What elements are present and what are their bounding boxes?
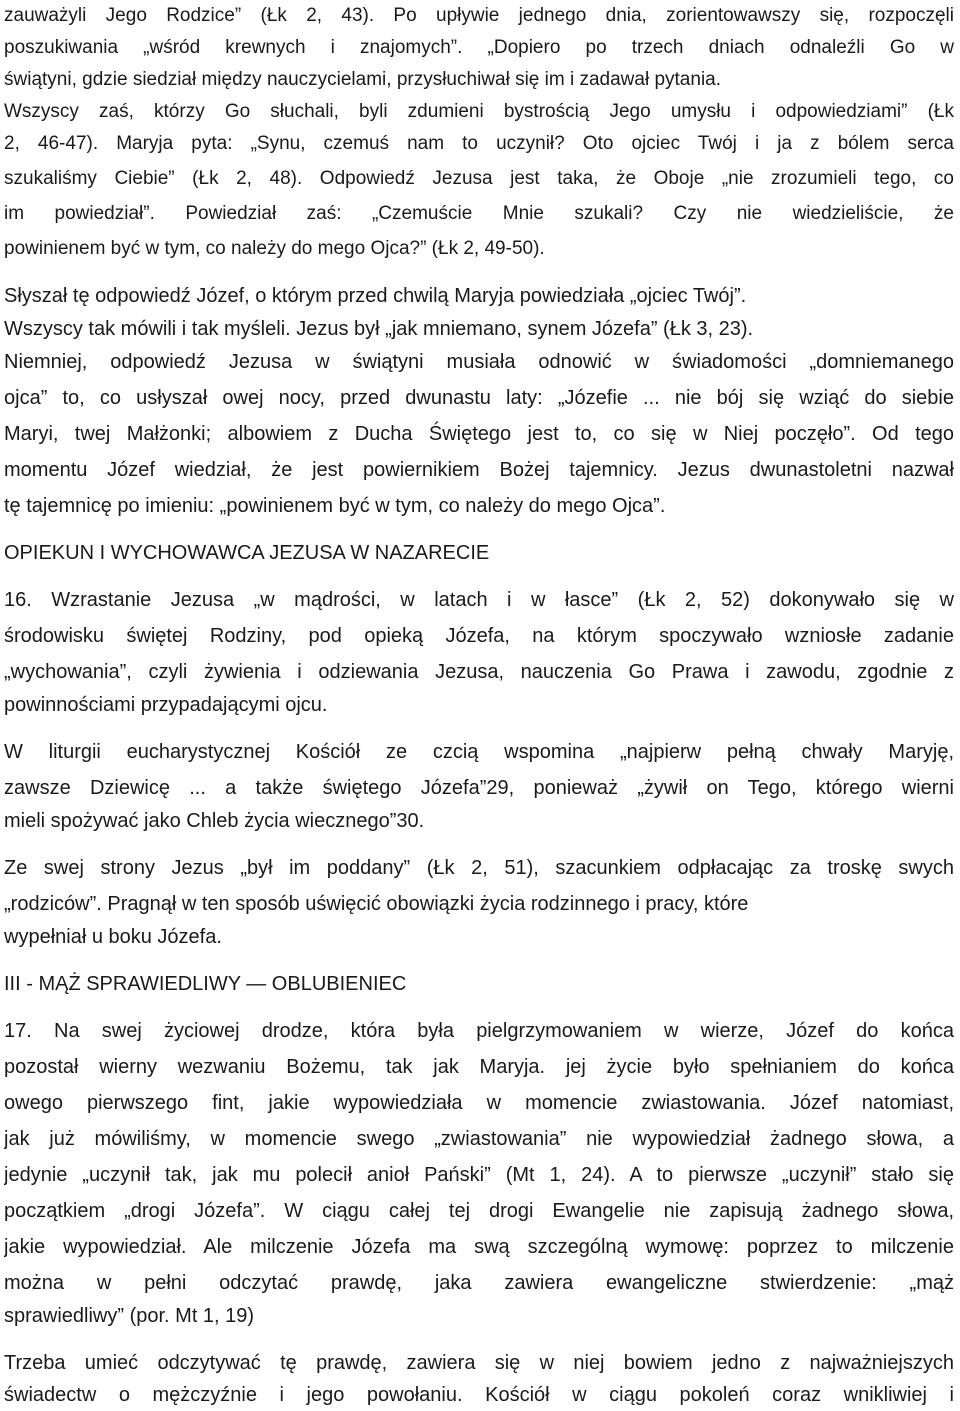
- text-line: pozostał wierny wezwaniu Bożemu, tak jak Maryja. jej życie było spełnianiem do końca: [4, 1056, 954, 1078]
- text-line: 16. Wzrastanie Jezusa „w mądrości, w latach i w łasce” (Łk 2, 52) dokonywało się w: [4, 589, 954, 611]
- text-line: środowisku świętej Rodziny, pod opieką Józefa, na którym spoczywało wzniosłe zadanie: [4, 625, 954, 647]
- text-line: W liturgii eucharystycznej Kościół ze czcią wspomina „najpierw pełną chwały Maryję,: [4, 741, 954, 763]
- text-line: jedynie „uczynił tak, jak mu polecił anioł Pański” (Mt 1, 24). A to pierwsze „uczynił” stało się: [4, 1164, 954, 1186]
- section-heading: OPIEKUN I WYCHOWAWCA JEZUSA W NAZARECIE: [4, 542, 490, 564]
- text-line: Niemniej, odpowiedź Jezusa w świątyni musiała odnowić w świadomości „domniemanego: [4, 351, 954, 373]
- text-line: wypełniał u boku Józefa.: [4, 926, 222, 948]
- text-line: tę tajemnicę po imieniu: „powinienem być w tym, co należy do mego Ojca”.: [4, 495, 666, 517]
- text-line: poszukiwania „wśród krewnych i znajomych”. „Dopiero po trzech dniach odnaleźli Go w: [4, 37, 954, 58]
- text-line: świątyni, gdzie siedział między nauczycielami, przysłuchiwał się im i zadawał pytania.: [4, 69, 722, 90]
- text-line: Wszyscy zaś, którzy Go słuchali, byli zdumieni bystrością Jego umysłu i odpowiedziami” (Łk: [4, 101, 954, 122]
- text-line: im powiedział”. Powiedział zaś: „Czemuście Mnie szukali? Czy nie wiedzieliście, że: [4, 203, 954, 224]
- text-line: Ze swej strony Jezus „był im poddany” (Łk 2, 51), szacunkiem odpłacając za troskę swych: [4, 857, 954, 879]
- text-line: „rodziców”. Pragnął w ten sposób uświęcić obowiązki życia rodzinnego i pracy, które: [4, 893, 749, 915]
- text-line: Wszyscy tak mówili i tak myśleli. Jezus był „jak mniemano, synem Józefa” (Łk 3, 23).: [4, 318, 754, 340]
- text-line: owego pierwszego fint, jakie wypowiedziała w momencie zwiastowania. Józef natomiast,: [4, 1092, 954, 1114]
- section-heading: III - MĄŻ SPRAWIEDLIWY — OBLUBIENIEC: [4, 973, 407, 995]
- text-line: Trzeba umieć odczytywać tę prawdę, zawiera się w niej bowiem jedno z najważniejszych: [4, 1352, 954, 1374]
- text-line: mieli spożywać jako Chleb życia wiecznego”30.: [4, 810, 425, 832]
- text-line: zawsze Dziewicę ... a także świętego Józefa”29, ponieważ „żywił on Tego, którego wierni: [4, 777, 954, 799]
- text-line: Słyszał tę odpowiedź Józef, o którym przed chwilą Maryja powiedziała „ojciec Twój”.: [4, 285, 747, 307]
- text-line: 17. Na swej życiowej drodze, która była pielgrzymowaniem w wierze, Józef do końca: [4, 1020, 954, 1042]
- text-line: świadectw o mężczyźnie i jego powołaniu. Kościół w ciągu pokoleń coraz wnikliwiej i: [4, 1384, 954, 1406]
- text-line: momentu Józef wiedział, że jest powiernikiem Bożej tajemnicy. Jezus dwunastoletni nazwał: [4, 459, 954, 481]
- text-line: można w pełni odczytać prawdę, jaka zawiera ewangeliczne stwierdzenie: „mąż: [4, 1272, 954, 1294]
- text-line: Maryi, twej Małżonki; albowiem z Ducha Świętego jest to, co się w Niej poczęło”. Od tego: [4, 423, 954, 445]
- text-line: zauważyli Jego Rodzice” (Łk 2, 43). Po upływie jednego dnia, zorientowawszy się, rozpoczęli: [4, 5, 954, 26]
- text-line: powinnościami przypadającymi ojcu.: [4, 694, 328, 716]
- text-line: początkiem „drogi Józefa”. W ciągu całej tej drogi Ewangelie nie zapisują żadnego słowa,: [4, 1200, 954, 1222]
- text-line: jak już mówiliśmy, w momencie swego „zwiastowania” nie wypowiedział żadnego słowa, a: [4, 1128, 954, 1150]
- text-line: jakie wypowiedział. Ale milczenie Józefa ma swą szczególną wymowę: poprzez to milczenie: [4, 1236, 954, 1258]
- text-line: „wychowania”, czyli żywienia i odziewania Jezusa, nauczenia Go Prawa i zawodu, zgodnie z: [4, 661, 954, 683]
- text-line: powinienem być w tym, co należy do mego Ojca?” (Łk 2, 49-50).: [4, 238, 545, 259]
- text-line: 2, 46-47). Maryja pyta: „Synu, czemuś nam to uczynił? Oto ojciec Twój i ja z bólem serca: [4, 133, 954, 154]
- text-line: sprawiedliwy” (por. Mt 1, 19): [4, 1305, 255, 1327]
- text-line: szukaliśmy Ciebie” (Łk 2, 48). Odpowiedź Jezusa jest taka, że Oboje „nie zrozumieli tego, co: [4, 168, 954, 189]
- text-line: ojca” to, co usłyszał owej nocy, przed dwunastu laty: „Józefie ... nie bój się wziąć do siebie: [4, 387, 954, 409]
